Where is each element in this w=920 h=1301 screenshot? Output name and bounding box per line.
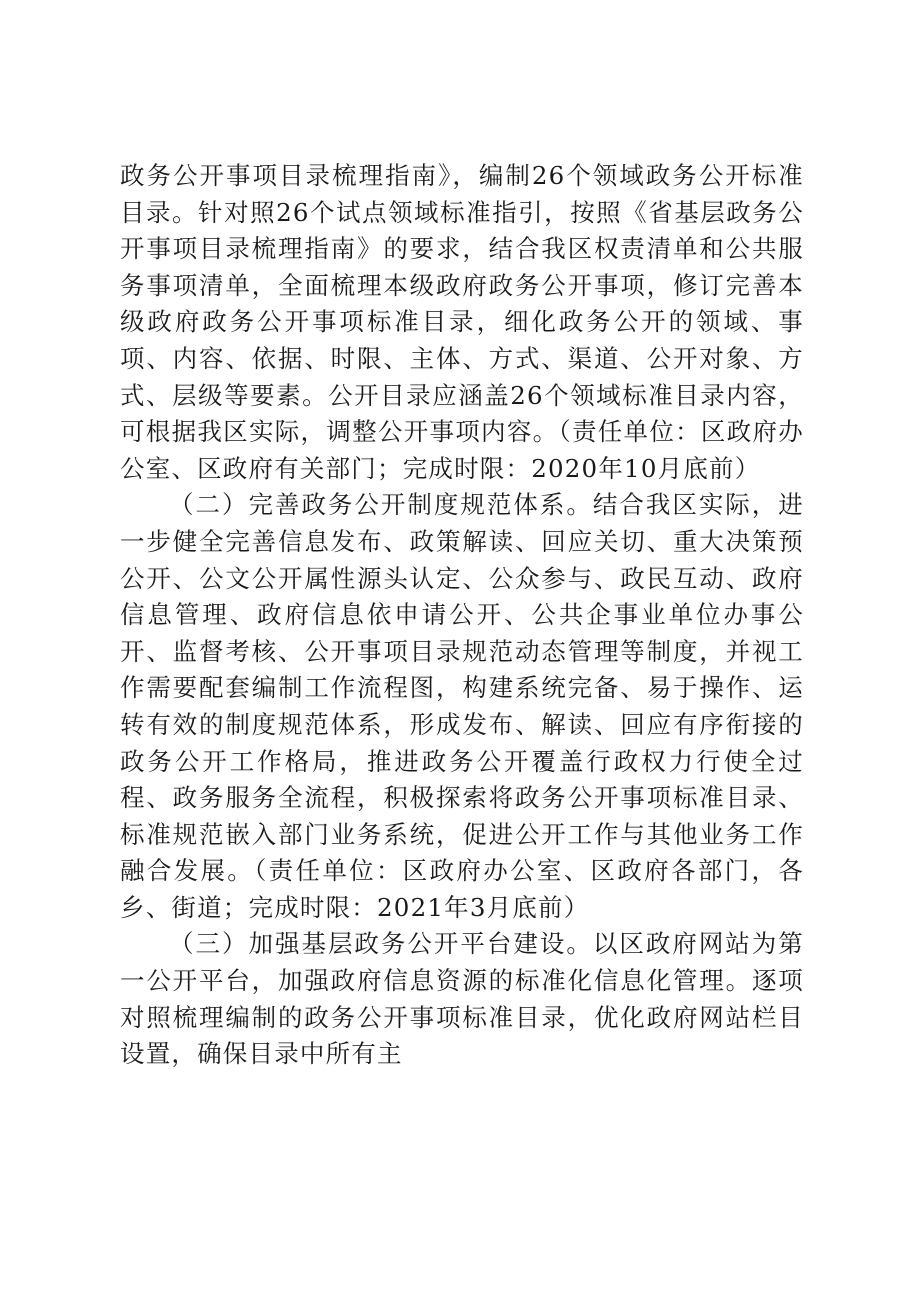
document-body bbox=[120, 158, 804, 1073]
paragraph-continued: 政务公开事项目录梳理指南》，编制26个领域政务公开标准目录。针对照26个试点领域标准指引，按照《省基层政务公开事项目录梳理指南》的要求，结合我区权责清单和公共服务事项清单，全面梳理本级政府政务公开事项，修订完善本级政府政务公开事项标准目录，细化政务公开的领域、事项、内容、依据、时限、主体、方式、渠道、公开对象、方式、层级等要素。公开目录应涵盖26个领域标准目录内容，可根据我区实际，调整公开事项内容。（责任单位：区政府办公室、区政府有关部门；完成时限：2020年10月底前） bbox=[120, 161, 804, 483]
paragraph-section-2: （二）完善政务公开制度规范体系。结合我区实际，进一步健全完善信息发布、政策解读、回应关切、重大决策预公开、公文公开属性源头认定、公众参与、政民互动、政府信息管理、政府信息依申请公开、公共企事业单位办事公开、监督考核、公开事项目录规范动态管理等制度，并视工作需要配套编制工作流程图，构建系统完备、易于操作、运转有效的制度规范体系，形成发布、解读、回应有序衔接的政务公开工作格局，推进政务公开覆盖行政权力行使全过程、政务服务全流程，积极探索将政务公开事项标准目录、标准规范嵌入部门业务系统，促进公开工作与其他业务工作融合发展。（责任单位：区政府办公室、区政府各部门，各乡、街道；完成时限：2021年3月底前） bbox=[120, 490, 804, 922]
paragraph-section-3: （三）加强基层政务公开平台建设。以区政府网站为第一公开平台，加强政府信息资源的标准化信息化管理。逐项对照梳理编制的政务公开事项标准目录，优化政府网站栏目设置，确保目录中所有主 bbox=[120, 929, 804, 1069]
